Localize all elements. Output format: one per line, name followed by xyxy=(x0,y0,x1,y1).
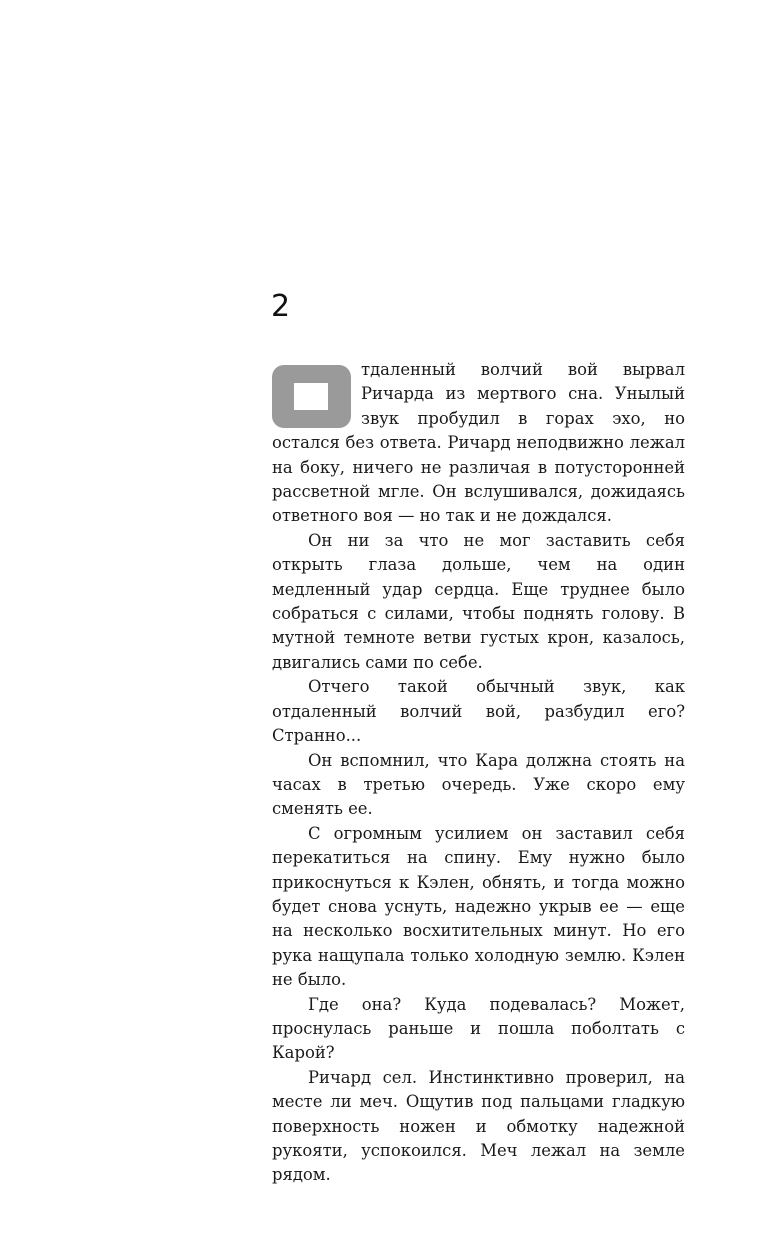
paragraph-6: Где она? Куда подевалась? Может, проснулась раньше и пошла поболтать с Карой? xyxy=(272,994,685,1063)
paragraph-1: тдаленный волчий вой вырвал Ричарда из мертвого сна. Унылый звук пробудил в горах эхо, но остался без ответа. Ричард неподвижно лежал на боку, ничего не различая в потусторонней рассветной мгле. Он вслушивался, дожидаясь ответного воя — но так и не дождался. xyxy=(272,360,685,526)
paragraph-2: Он ни за что не мог заставить себя открыть глаза дольше, чем на один медленный удар сердца. Еще труднее было собраться с силами, чтобы поднять голову. В мутной темноте ветви густых крон, казалось, двигались сами по себе. xyxy=(272,530,685,672)
chapter-text xyxy=(272,358,685,1188)
paragraph-7: Ричард сел. Инстинктивно проверил, на месте ли меч. Ощутив под пальцами гладкую поверхность ножен и обмотку надежной рукояти, успокоился. Меч лежал на земле рядом. xyxy=(272,1067,685,1185)
paragraph-5: С огромным усилием он заставил себя перекатиться на спину. Ему нужно было прикоснуться к Кэлен, обнять, и тогда можно будет снова уснуть, надежно укрыв ее — еще на несколько восхитительных минут. Но его рука нащупала только холодную землю. Кэлен не было. xyxy=(272,823,685,990)
drop-cap xyxy=(272,365,351,428)
paragraph-3: Отчего такой обычный звук, как отдаленный волчий вой, разбудил его? Странно... xyxy=(272,677,685,746)
chapter-number: 2 xyxy=(271,289,291,324)
paragraph-4: Он вспомнил, что Кара должна стоять на часах в третью очередь. Уже скоро ему сменять ее. xyxy=(272,750,685,819)
drop-cap-counter xyxy=(294,383,328,410)
